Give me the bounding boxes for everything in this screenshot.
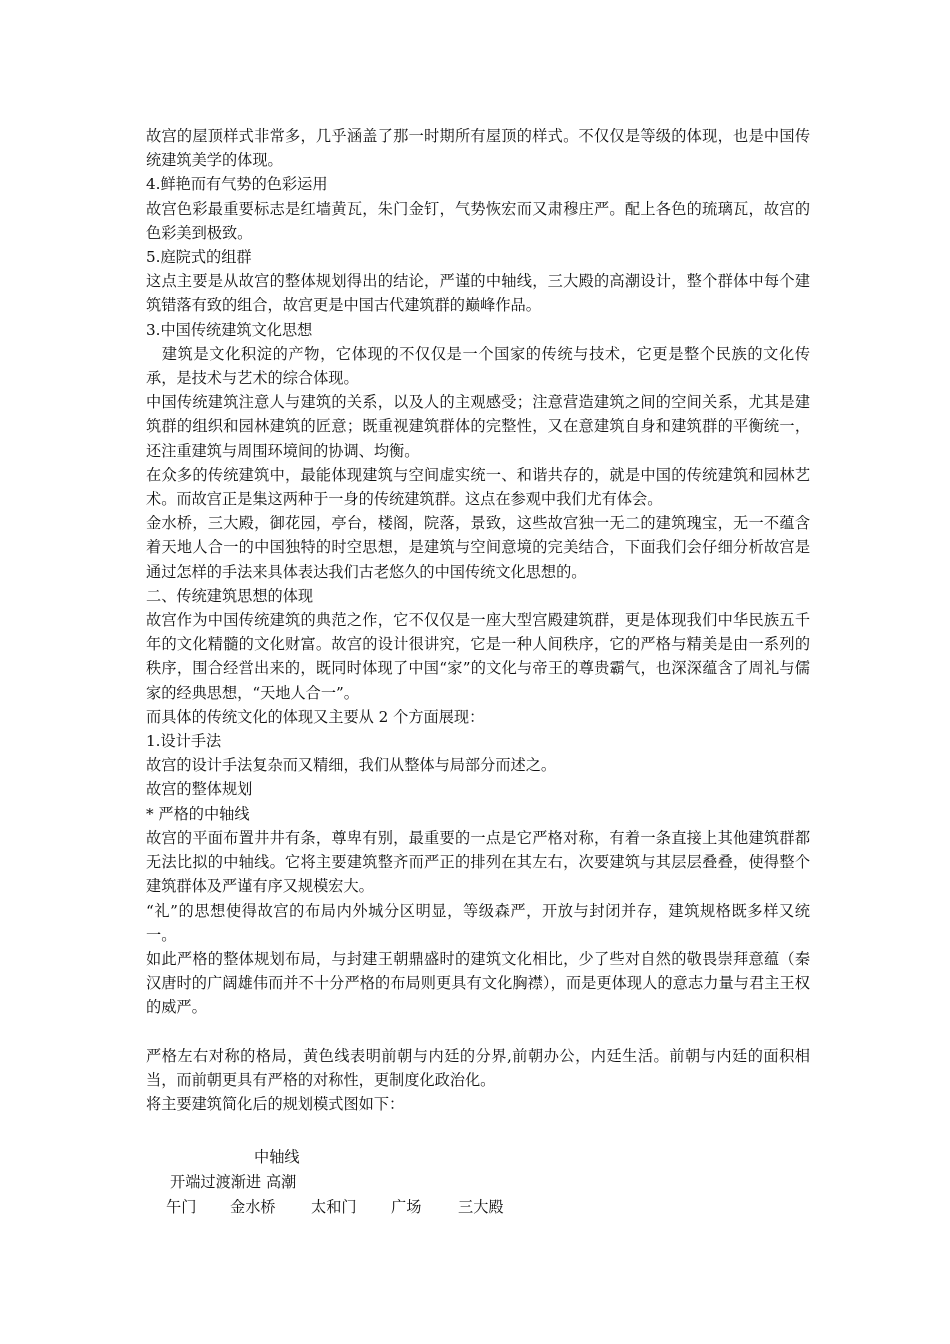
node-guangchang: 广场	[391, 1198, 422, 1216]
heading-central-axis: * 严格的中轴线	[146, 804, 250, 823]
paragraph-culture-1: 建筑是文化积淀的产物，它体现的不仅仅是一个国家的传统与技术，它更是整个民族的文化传承，是技术与艺术的综合体现。	[146, 344, 810, 388]
paragraph-culture-2: 中国传统建筑注意人与建筑的关系，以及人的主观感受；注意营造建筑之间的空间关系，尤其是建筑群的组织和园林建筑的匠意；既重视建筑群体的完整性，又在意建筑自身和建筑群的平衡统一，还注重建筑与周围环境间的协调、均衡。	[146, 393, 810, 460]
axis-label: 中轴线	[254, 1148, 300, 1166]
paragraph-li-thought: “礼”的思想使得故宫的布局内外城分区明显，等级森严，开放与封闭并存，建筑规格既多样又统一。	[146, 901, 810, 944]
paragraph-roof-styles: 故宫的屋顶样式非常多，几乎涵盖了那一时期所有屋顶的样式。不仅仅是等级的体现，也是中国传统建筑美学的体现。	[146, 127, 810, 170]
paragraph-section-two: 故宫作为中国传统建筑的典范之作，它不仅仅是一座大型宫殿建筑群，更是体现我们中华民族五千年的文化精髓的文化财富。故宫的设计很讲究，它是一种人间秩序，它的严格与精美是由一系列的秩序，围合经営出来的，既同时体现了中国“家”的文化与帝王的尊贵霸气，也深深蕴含了周礼与儒家的经典思想，“天地人合一”。	[146, 611, 810, 702]
paragraph-design-method: 故宫的设计手法复杂而又精细，我们从整体与局部分而述之。	[146, 756, 557, 775]
heading-overall-plan: 故宫的整体规划	[146, 780, 253, 799]
heading-courtyard-groups: 5.庭院式的组群	[146, 248, 252, 267]
paragraph-symmetry: 严格左右对称的格局，黄色线表明前朝与内廷的分界,前朝办公，内廷生活。前朝与内廷的面积相当，而前朝更具有严格的对称性，更制度化政治化。	[146, 1046, 810, 1089]
paragraph-central-axis: 故宫的平面布置井井有条，尊卑有别，最重要的一点是它严格对称，有着一条直接上其他建筑群都无法比拟的中轴线。它将主要建筑整齐而严正的排列在其左右，次要建筑与其层层叠叠，使得整个建筑群体及严谨有序又规模宏大。	[146, 828, 810, 896]
axis-diagram	[146, 1145, 810, 1225]
heading-design-method: 1.设计手法	[146, 732, 222, 751]
paragraph-two-aspects: 而具体的传统文化的体现又主要从 2 个方面展现：	[146, 707, 485, 726]
heading-color-usage: 4.鲜艳而有气势的色彩运用	[146, 175, 328, 194]
heading-culture-thought: 3.中国传统建筑文化思想	[146, 320, 313, 339]
paragraph-culture-4: 金水桥，三大殿，御花园，亭台，楼阁，院落，景致，这些故宫独一无二的建筑瑰宝，无一不蕴含着天地人合一的中国独特的时空思想，是建筑与空间意境的完美结合，下面我们会仔细分析故宫是通过怎样的手法来具体表达我们古老悠久的中国传统文化思想的。	[146, 514, 810, 581]
document-body	[146, 124, 810, 1116]
blank-line	[146, 1020, 810, 1044]
paragraph-color: 故宫色彩最重要标志是红墙黄瓦，朱门金钉，气势恢宏而又肃穆庄严。配上各色的琉璃瓦，故宫的色彩美到极致。	[146, 199, 810, 242]
node-wumen: 午门	[166, 1198, 197, 1216]
node-sandadian: 三大殿	[458, 1198, 504, 1216]
phase-labels: 开端过渡渐进 高潮	[170, 1173, 297, 1191]
paragraph-diagram-intro: 将主要建筑简化后的规划模式图如下：	[146, 1095, 405, 1114]
node-taihemen: 太和门	[311, 1198, 357, 1216]
heading-section-two: 二、传统建筑思想的体现	[146, 586, 314, 605]
paragraph-courtyard: 这点主要是从故宫的整体规划得出的结论，严谨的中轴线，三大殿的高潮设计，整个群体中每个建筑错落有致的组合，故宫更是中国古代建筑群的巅峰作品。	[146, 272, 810, 315]
paragraph-culture-3: 在众多的传统建筑中，最能体现建筑与空间虚实统一、和谐共存的，就是中国的传统建筑和园林艺术。而故宫正是集这两种于一身的传统建筑群。这点在参观中我们尤有体会。	[146, 465, 810, 509]
node-jinshuiqiao: 金水桥	[230, 1198, 276, 1216]
paragraph-strict-layout: 如此严格的整体规划布局，与封建王朝鼎盛时的建筑文化相比，少了些对自然的敬畏崇拜意蕴（秦汉唐时的广阔雄伟而并不十分严格的布局则更具有文化胸襟），而是更体现人的意志力量与君主王权的威严。	[146, 949, 810, 1017]
